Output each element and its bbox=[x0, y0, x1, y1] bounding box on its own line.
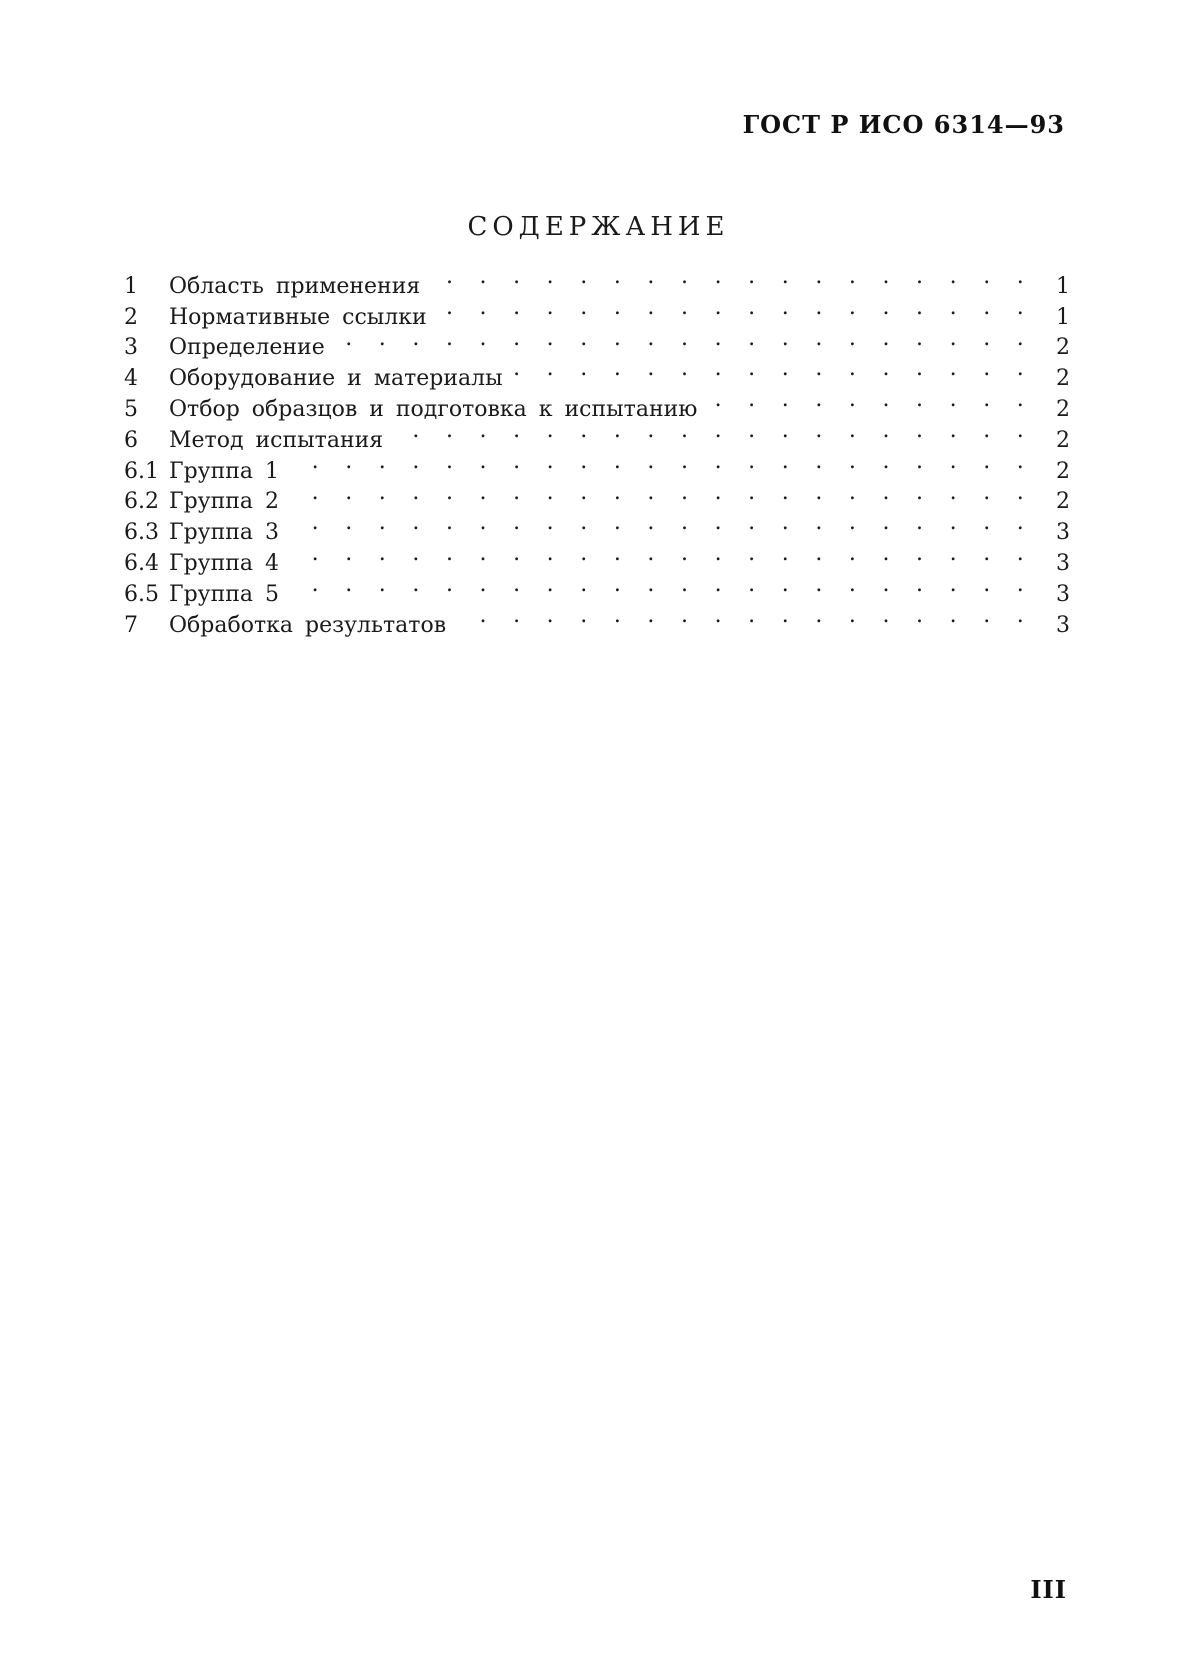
toc-item-number: 6.4 bbox=[124, 550, 159, 576]
toc-item-page: 2 bbox=[1056, 366, 1070, 392]
toc-item-number: 7 bbox=[124, 612, 138, 638]
page-number: III bbox=[1030, 1575, 1067, 1604]
toc-item-label: Группа 2 bbox=[169, 489, 280, 515]
toc-item-number: 3 bbox=[124, 335, 138, 361]
toc-dot-leader bbox=[285, 508, 1028, 539]
toc-item-label: Группа 4 bbox=[169, 550, 280, 576]
toc-dot-leader bbox=[389, 416, 1028, 447]
toc-item-page: 3 bbox=[1056, 581, 1070, 607]
toc-item-label: Определение bbox=[169, 335, 325, 361]
toc-item-page: 2 bbox=[1056, 427, 1070, 453]
toc-item-label: Группа 1 bbox=[169, 458, 280, 484]
toc-item-label: Нормативные ссылки bbox=[169, 304, 427, 330]
toc-dot-leader bbox=[426, 262, 1028, 293]
toc-dot-leader bbox=[703, 385, 1028, 416]
toc-item-label: Отбор образцов и подготовка к испытанию bbox=[169, 396, 698, 422]
toc-item-label: Группа 5 bbox=[169, 581, 280, 607]
toc-title: СОДЕРЖАНИЕ bbox=[467, 212, 730, 242]
toc-item-page: 3 bbox=[1056, 520, 1070, 546]
toc-dot-leader bbox=[452, 601, 1028, 632]
toc-item-number: 6 bbox=[124, 427, 138, 453]
toc-item-number: 4 bbox=[124, 366, 138, 392]
table-of-contents bbox=[124, 262, 1070, 638]
toc-item-number: 6.2 bbox=[124, 489, 159, 515]
toc-item-number: 6.5 bbox=[124, 581, 159, 607]
toc-dot-leader bbox=[285, 447, 1028, 478]
toc-item-page: 3 bbox=[1056, 612, 1070, 638]
toc-item-page: 2 bbox=[1056, 335, 1070, 361]
toc-item-number: 1 bbox=[124, 273, 138, 299]
toc-item-number: 6.1 bbox=[124, 458, 159, 484]
toc-item-page: 1 bbox=[1056, 304, 1070, 330]
toc-item-page: 2 bbox=[1056, 458, 1070, 484]
toc-item-label: Область применения bbox=[169, 273, 421, 299]
toc-item-number: 5 bbox=[124, 396, 138, 422]
document-identifier: ГОСТ Р ИСО 6314—93 bbox=[742, 110, 1065, 139]
toc-item-label: Оборудование и материалы bbox=[169, 366, 503, 392]
toc-dot-leader bbox=[285, 539, 1028, 570]
toc-item-number: 2 bbox=[124, 304, 138, 330]
toc-dot-leader bbox=[433, 293, 1028, 324]
toc-item-label: Метод испытания bbox=[169, 427, 384, 453]
toc-item-number: 6.3 bbox=[124, 520, 159, 546]
toc-dot-leader bbox=[331, 324, 1028, 355]
toc-item-page: 1 bbox=[1056, 273, 1070, 299]
toc-dot-leader bbox=[509, 354, 1028, 385]
toc-item-page: 3 bbox=[1056, 550, 1070, 576]
toc-item-page: 2 bbox=[1056, 489, 1070, 515]
toc-dot-leader bbox=[285, 478, 1028, 509]
toc-item[interactable] bbox=[124, 262, 1070, 299]
toc-dot-leader bbox=[285, 570, 1028, 601]
toc-item-label: Обработка результатов bbox=[169, 612, 447, 638]
toc-item-page: 2 bbox=[1056, 396, 1070, 422]
toc-item-label: Группа 3 bbox=[169, 520, 280, 546]
